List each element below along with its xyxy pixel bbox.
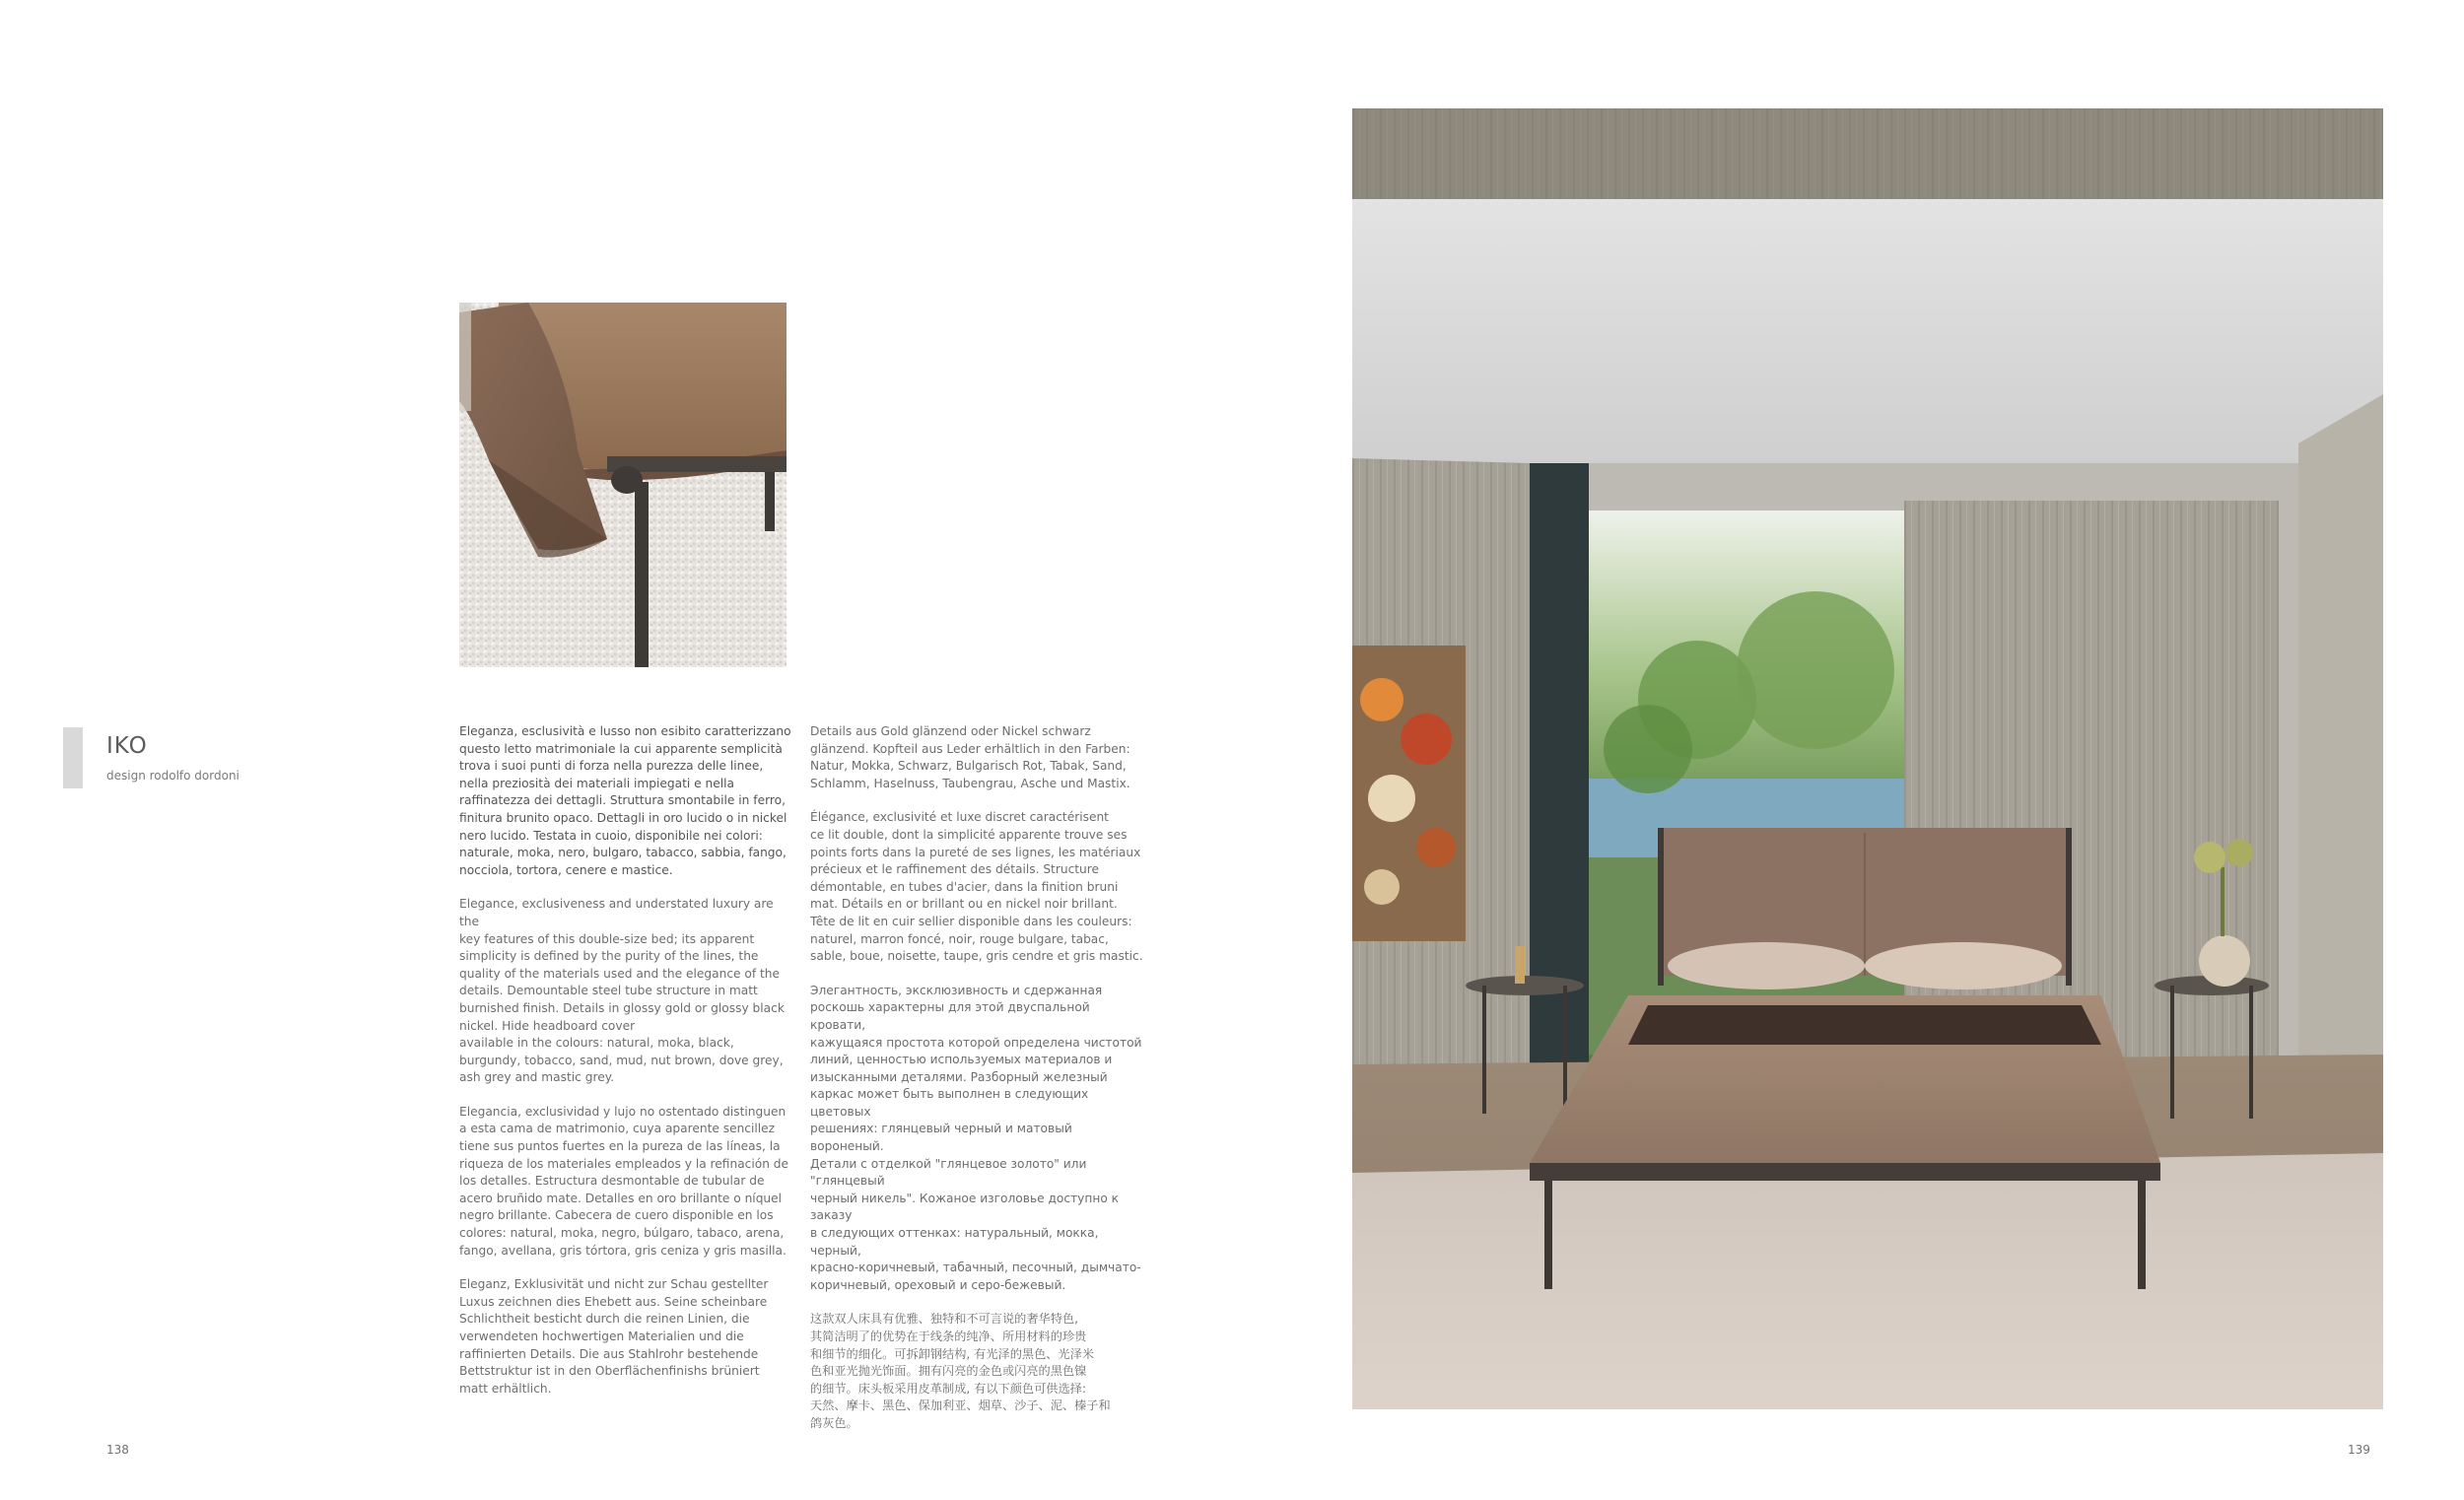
description-german: Eleganz, Exklusivität und nicht zur Schau gestellter Luxus zeichnen dies Ehebett aus. Seine scheinbare Schlichtheit besticht durch die reinen Linien, die verwendeten hochwertigen Materialien und die raffinierten Details. Die aus Stahlrohr bestehende Bettstruktur ist in den Oberflächenfinishs brüniert matt erhältlich. xyxy=(459,1277,769,1396)
page-number-right: 139 xyxy=(2348,1443,2370,1457)
description-german-continued: Details aus Gold glänzend oder Nickel schwarz glänzend. Kopfteil aus Leder erhältlich in den Farben: Natur, Mokka, Schwarz, Bulgarisch Rot, Tabak, Sand, Schlamm, Haselnuss, Taubengrau, Asche und Mastix. xyxy=(810,724,1130,790)
bedroom-photo xyxy=(1352,108,2383,1409)
bed-detail-photo xyxy=(459,303,787,667)
product-accent-bar xyxy=(63,727,83,788)
description-column-right xyxy=(810,723,1145,1450)
description-russian: Элегантность, эксклюзивность и сдержанная роскошь характерны для этой двуспальной кровати, кажущаяся простота которой определена чистотой линий, ценностью используемых материалов и изысканными деталями. Разборный железный каркас может быть выполнен в следующих цветовых решениях: глянцевый черный и матовый вороненый. Детали с отделкой "глянцевое золото" или "глянцевый черный никель". Кожаное изголовье доступно к заказу в следующих оттенках: натуральный, мокка, черный, красно-коричневый, табачный, песочный, дымчато- коричневый, ореховый и серо-бежевый. xyxy=(810,983,1142,1292)
description-chinese: 这款双人床具有优雅、独特和不可言说的奢华特色, 其简洁明了的优势在于线条的纯净、所用材料的珍贵 和细节的细化。可拆卸钢结构, 有光泽的黑色、光泽米 色和亚光抛光饰面。拥有闪亮的金色或闪亮的黑色镍 的细节。床头板采用皮革制成, 有以下颜色可供选择: 天然、摩卡、黑色、保加利亚、烟草、沙子、泥、榛子和 鸽灰色。 xyxy=(810,1312,1111,1430)
product-designer: design rodolfo dordoni xyxy=(106,769,240,783)
description-column-left xyxy=(459,723,794,1414)
description-italian: Eleganza, esclusività e lusso non esibito caratterizzano questo letto matrimoniale la cui apparente semplicità trova i suoi punti di forza nella purezza delle linee, nella preziosità dei materiali impiegati e nella raffinatezza dei dettagli. Struttura smontabile in ferro, finitura brunito opaco. Dettagli in oro lucido o in nickel nero lucido. Testata in cuoio, disponibile nei colori: naturale, moka, nero, bulgaro, tabacco, sabbia, fango, nocciola, tortora, cenere e mastice. xyxy=(459,724,791,877)
product-name: IKO xyxy=(106,733,148,759)
description-english: Elegance, exclusiveness and understated luxury are the key features of this double-size bed; its apparent simplicity is defined by the purity of the lines, the quality of the materials used and the elegance of the details. Demountable steel tube structure in matt burnished finish. Details in glossy gold or glossy black nickel. Hide headboard cover available in the colours: natural, moka, black, burgundy, tobacco, sand, mud, nut brown, dove grey, ash grey and mastic grey. xyxy=(459,897,785,1085)
description-spanish: Elegancia, exclusividad y lujo no ostentado distinguen a esta cama de matrimonio, cuya aparente sencillez tiene sus puntos fuertes en la pureza de las líneas, la riqueza de los materiales empleados y la refinación de los detalles. Estructura desmontable de tubular de acero bruñido mate. Detalles en oro brillante o níquel negro brillante. Cabecera de cuero disponible en los colores: natural, moka, negro, búlgaro, tabaco, arena, fango, avellana, gris tórtora, gris ceniza y gris masilla. xyxy=(459,1104,789,1258)
description-french: Élégance, exclusivité et luxe discret caractérisent ce lit double, dont la simplicité apparente trouve ses points forts dans la pureté de ses lignes, les matériaux précieux et le raffinement des détails. Structure démontable, en tubes d'acier, dans la finition bruni mat. Détails en or brillant ou en nickel noir brillant. Tête de lit en cuir sellier disponible dans les couleurs: naturel, marron foncé, noir, rouge bulgare, tabac, sable, boue, noisette, taupe, gris cendre et gris mastic. xyxy=(810,810,1143,964)
page-number-left: 138 xyxy=(106,1443,129,1457)
